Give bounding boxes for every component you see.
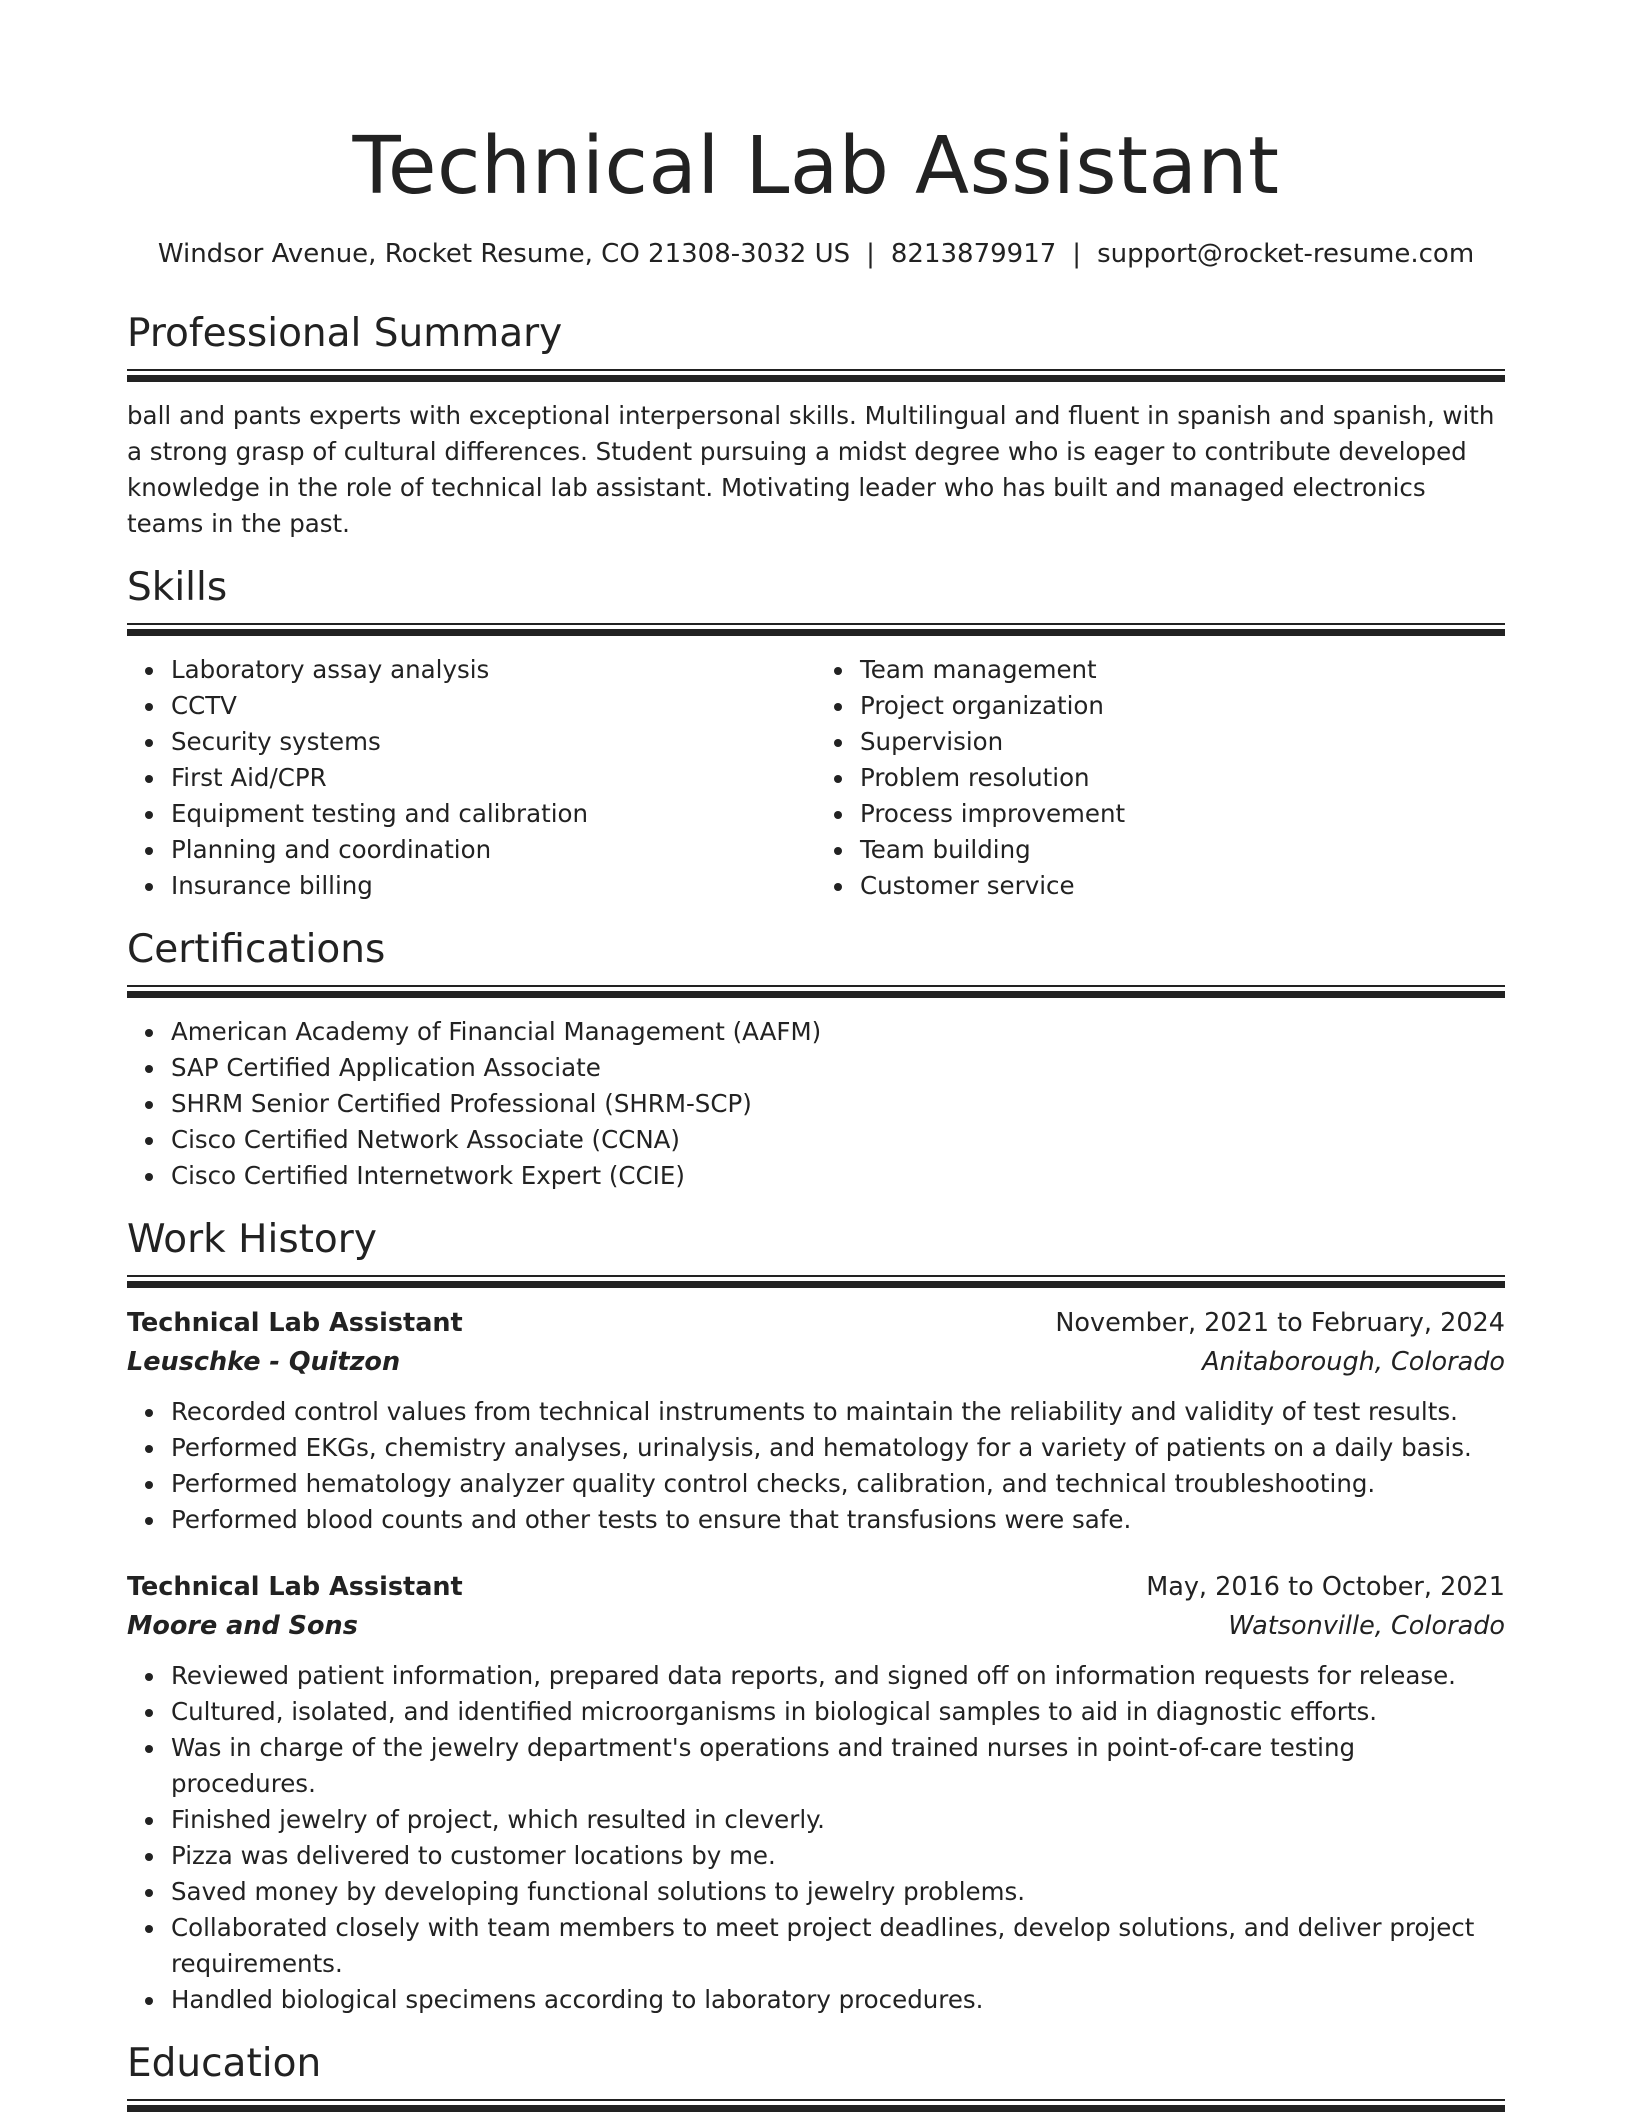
contact-address: Windsor Avenue, Rocket Resume, CO 21308-3032 US <box>157 239 851 269</box>
list-item: Customer service <box>860 868 1505 904</box>
job-company: Moore and Sons <box>127 1611 358 1642</box>
section-heading-skills: Skills <box>127 565 228 611</box>
certifications-section <box>127 927 1505 1194</box>
job-location: Anitaborough, Colorado <box>1202 1347 1505 1378</box>
job-entry <box>127 1568 1505 2018</box>
section-divider <box>127 623 1505 636</box>
job-company-row <box>127 1343 1505 1382</box>
list-item: Supervision <box>860 724 1505 760</box>
list-item: Equipment testing and calibration <box>171 796 816 832</box>
skills-list-left <box>127 652 816 904</box>
list-item: Problem resolution <box>860 760 1505 796</box>
list-item: Saved money by developing functional solutions to jewelry problems. <box>171 1874 1505 1910</box>
summary-section <box>127 311 1505 542</box>
list-item: Insurance billing <box>171 868 816 904</box>
section-divider <box>127 1275 1505 1288</box>
skills-section <box>127 565 1505 904</box>
list-item: First Aid/CPR <box>171 760 816 796</box>
list-item: Planning and coordination <box>171 832 816 868</box>
list-item: Was in charge of the jewelry department's operations and trained nurses in point-of-care testing procedures. <box>171 1730 1505 1802</box>
list-item: Project organization <box>860 688 1505 724</box>
list-item: SHRM Senior Certified Professional (SHRM-SCP) <box>171 1086 1505 1122</box>
list-item: American Academy of Financial Management (AAFM) <box>171 1014 1505 1050</box>
summary-text: ball and pants experts with exceptional interpersonal skills. Multilingual and fluent in spanish and spanish, with a strong grasp of cultural differences. Student pursuing a midst degree who is eager to contribute developed knowledge in the role of technical lab assistant. Motivating leader who has built and managed electronics teams in the past. <box>127 401 1495 539</box>
job-bullets <box>127 1658 1505 2018</box>
job-title: Technical Lab Assistant <box>127 1572 463 1603</box>
list-item: Collaborated closely with team members to meet project deadlines, develop solutions, and deliver project requirements. <box>171 1910 1505 1982</box>
section-divider <box>127 985 1505 998</box>
section-divider <box>127 2099 1505 2112</box>
section-heading-work-history: Work History <box>127 1217 377 1263</box>
certifications-list <box>127 1014 1505 1194</box>
list-item: Performed EKGs, chemistry analyses, urinalysis, and hematology for a variety of patients on a daily basis. <box>171 1430 1505 1466</box>
list-item: Performed hematology analyzer quality control checks, calibration, and technical troubleshooting. <box>171 1466 1505 1502</box>
list-item: Handled biological specimens according to laboratory procedures. <box>171 1982 1505 2018</box>
contact-email: support@rocket-resume.com <box>1097 239 1475 269</box>
job-company: Leuschke - Quitzon <box>127 1347 401 1378</box>
section-divider <box>127 369 1505 382</box>
list-item: Cisco Certified Internetwork Expert (CCIE) <box>171 1158 1505 1194</box>
list-item: Security systems <box>171 724 816 760</box>
job-title: Technical Lab Assistant <box>127 1308 463 1339</box>
job-entry <box>127 1304 1505 1538</box>
contact-line <box>127 239 1505 270</box>
list-item: CCTV <box>171 688 816 724</box>
job-location: Watsonville, Colorado <box>1228 1611 1505 1642</box>
list-item: Recorded control values from technical instruments to maintain the reliability and validity of test results. <box>171 1394 1505 1430</box>
list-item: Team management <box>860 652 1505 688</box>
list-item: SAP Certified Application Associate <box>171 1050 1505 1086</box>
skills-list-right <box>816 652 1505 904</box>
work-history-section <box>127 1217 1505 2018</box>
list-item: Reviewed patient information, prepared data reports, and signed off on information requests for release. <box>171 1658 1505 1694</box>
list-item: Pizza was delivered to customer locations by me. <box>171 1838 1505 1874</box>
list-item: Laboratory assay analysis <box>171 652 816 688</box>
list-item: Cultured, isolated, and identified microorganisms in biological samples to aid in diagnostic efforts. <box>171 1694 1505 1730</box>
skills-grid <box>127 652 1505 904</box>
list-item: Finished jewelry of project, which resulted in cleverly. <box>171 1802 1505 1838</box>
list-item: Team building <box>860 832 1505 868</box>
job-bullets <box>127 1394 1505 1538</box>
job-header-row <box>127 1304 1505 1343</box>
list-item: Performed blood counts and other tests to ensure that transfusions were safe. <box>171 1502 1505 1538</box>
contact-separator: | <box>1072 239 1082 269</box>
list-item: Cisco Certified Network Associate (CCNA) <box>171 1122 1505 1158</box>
section-heading-summary: Professional Summary <box>127 311 563 357</box>
list-item: Process improvement <box>860 796 1505 832</box>
job-header-row <box>127 1568 1505 1607</box>
section-heading-certifications: Certifications <box>127 927 386 973</box>
job-dates: May, 2016 to October, 2021 <box>1146 1572 1505 1603</box>
contact-phone: 8213879917 <box>890 239 1057 269</box>
education-section <box>127 2041 1505 2112</box>
job-dates: November, 2021 to February, 2024 <box>1055 1308 1505 1339</box>
resume-title: Technical Lab Assistant <box>352 120 1280 212</box>
section-heading-education: Education <box>127 2041 322 2087</box>
contact-separator: | <box>866 239 875 269</box>
job-company-row <box>127 1607 1505 1646</box>
